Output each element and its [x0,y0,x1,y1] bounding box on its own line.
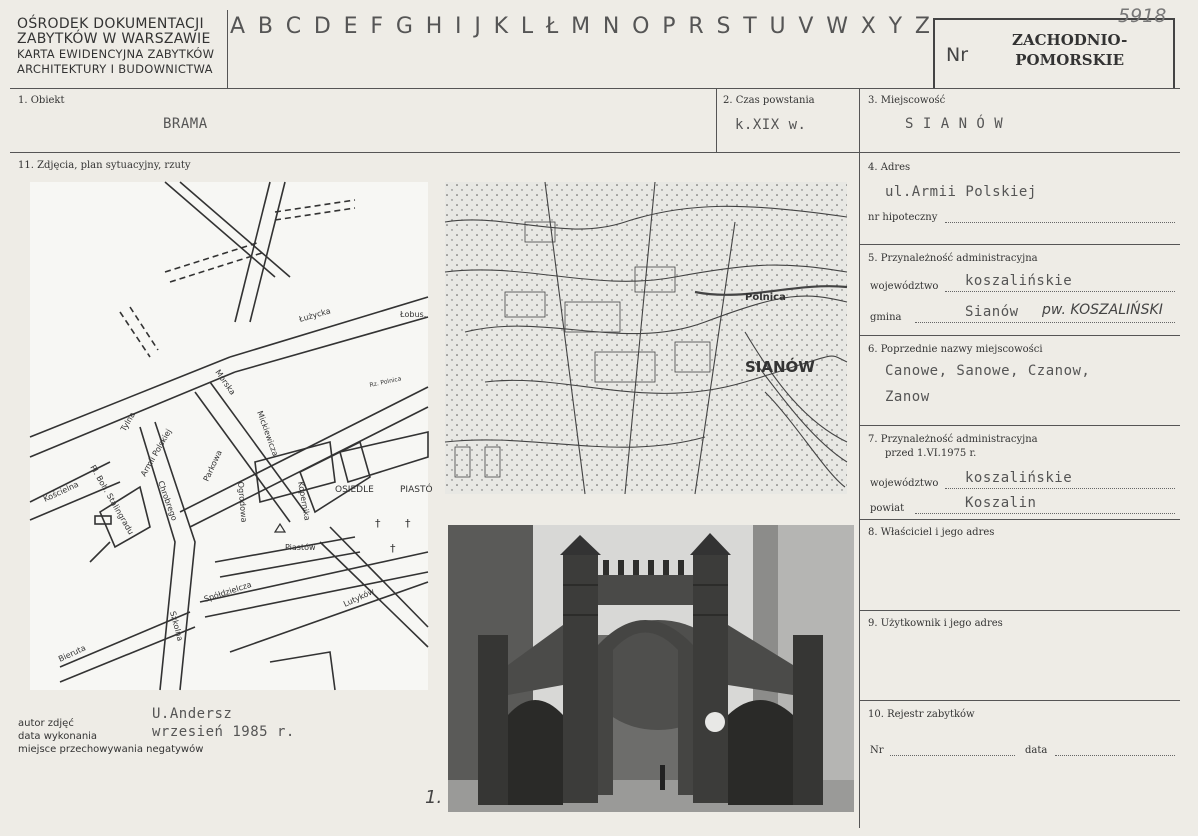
alphabet-letter: K [493,14,509,39]
autor-value: U.Andersz [152,706,233,722]
topographic-map [445,182,847,494]
gate-photo [448,525,854,812]
institution-line-2: ZABYTKÓW W WARSZAWIE [17,31,211,47]
street-plan [30,182,433,690]
alphabet-letter: O [632,14,650,39]
institution-line-1: OŚRODEK DOKUMENTACJI [17,16,204,32]
adres-label: 4. Adres [868,162,911,173]
rule-uzytkownik [859,700,1180,701]
handwritten-number: 5918 [1118,5,1167,27]
alphabet-index [230,14,930,39]
czas-value: k.XIX w. [735,117,807,133]
gate-photo-drawing [448,525,854,812]
gmina-handwritten: pw. KOSZALIŃSKI [1042,302,1163,318]
hipoteczny-label: nr hipoteczny [868,212,938,223]
map-label-lobuska: Łobus. [400,310,427,319]
wojewodztwo2-line [945,488,1175,489]
powiat-line [915,513,1175,514]
map-label-polnica: Polnica [745,292,786,303]
wlasciciel-label: 8. Właściciel i jego adres [868,527,995,538]
alphabet-letter: L [520,14,534,39]
poprzednie-value-2: Zanow [885,389,930,405]
hipoteczny-line [945,222,1175,223]
alphabet-letter: J [474,14,481,39]
przed-label-1: 7. Przynależność administracyjna [868,434,1038,445]
alphabet-letter: H [425,14,443,39]
institution-line-4: ARCHITEKTURY I BUDOWNICTWA [17,62,213,76]
wojewodztwo2-label: województwo [870,478,939,489]
institution-name [17,17,214,77]
alphabet-letter: W [826,14,848,39]
alphabet-letter: X [860,14,876,39]
miejscowosc-value: S I A N Ó W [905,116,1004,132]
miejsce-label: miejsce przechowywania negatywów [18,744,204,755]
topographic-map-drawing [445,182,847,494]
gmina-value: Sianów [965,304,1019,320]
alphabet-letter: R [688,14,704,39]
nr-label: Nr [946,44,969,66]
photo-number: 1. [425,787,443,808]
map-label-koscielna: Kościelna [42,479,80,504]
rule-header [10,88,1180,89]
region-line-1: ZACHODNIO- [1012,31,1128,49]
map-label-lutykow: Lutyków [342,586,376,609]
alphabet-letter: C [285,14,302,39]
przynaleznosc-label: 5. Przynależność administracyjna [868,253,1038,264]
gmina-label: gmina [870,312,902,323]
rule-przed [859,519,1180,520]
wojewodztwo2-value: koszalińskie [965,470,1073,486]
data-wykonania-label: data wykonania [18,731,98,742]
map-label-armii: Armii Polskiej [138,427,174,478]
alphabet-letter: I [455,14,462,39]
alphabet-letter: A [230,14,246,39]
header-divider [227,10,228,88]
alphabet-letter: G [395,14,413,39]
map-label-piastow2: Piastów [285,543,316,552]
poprzednie-value-1: Canowe, Sanowe, Czanow, [885,363,1091,379]
region-line-2: POMORSKIE [1015,51,1125,69]
alphabet-letter: E [343,14,358,39]
alphabet-letter: N [602,14,620,39]
svg-text:†: † [405,517,411,530]
map-label-luzycka: Łużycka [298,306,332,324]
czas-label: 2. Czas powstania [723,95,815,106]
alphabet-letter: V [798,14,814,39]
alphabet-letter: Z [914,14,930,39]
autor-label: autor zdjęć [18,718,74,729]
obiekt-label: 1. Obiekt [18,95,65,106]
map-label-parkowa: Parkowa [201,448,224,483]
map-label-ogrodowa: Ogrodowa [236,481,249,523]
svg-text:†: † [390,542,396,555]
zdjecia-label: 11. Zdjęcia, plan sytuacyjny, rzuty [18,160,191,171]
street-plan-drawing [30,182,433,690]
map-label-szkolna: Szkolna [168,610,185,643]
rejestr-nr-line [890,755,1015,756]
obiekt-value: BRAMA [163,116,208,132]
alphabet-letter: P [662,14,676,39]
alphabet-letter: T [743,14,757,39]
map-label-rz-polnica: Rz. Polnica [368,375,403,389]
map-label-mickiewicza: Mickiewicza [255,409,280,458]
region-name [1012,30,1127,70]
map-label-chrobrego: Chrobrego [156,479,179,522]
data-value: wrzesień 1985 r. [152,724,295,740]
rejestr-data-line [1055,755,1175,756]
map-label-piastow: PIASTÓ [400,485,433,495]
rule-col-czas [716,88,717,152]
poprzednie-label: 6. Poprzednie nazwy miejscowości [868,344,1043,355]
map-label-sianow: SIANÓW [745,358,815,376]
powiat-label: powiat [870,503,905,514]
map-label-tylna: Tylna [118,410,138,433]
alphabet-letter: B [257,14,273,39]
rule-row1 [10,152,1180,153]
rejestr-data-label: data [1025,745,1048,756]
adres-value: ul.Armii Polskiej [885,184,1037,200]
alphabet-letter: U [769,14,786,39]
miejscowosc-label: 3. Miejscowość [868,95,946,106]
powiat-value: Koszalin [965,495,1037,511]
rule-adres [859,244,1180,245]
map-label-spoldzielcza: Spółdzielcza [202,580,253,604]
svg-text:†: † [375,517,381,530]
rule-poprzednie [859,425,1180,426]
rule-wlasciciel [859,610,1180,611]
wojewodztwo-line [945,291,1175,292]
rejestr-label: 10. Rejestr zabytków [868,709,975,720]
uzytkownik-label: 9. Użytkownik i jego adres [868,618,1003,629]
przed-label-2: przed 1.VI.1975 r. [885,448,977,459]
alphabet-letter: M [571,14,591,39]
institution-line-3: KARTA EWIDENCYJNA ZABYTKÓW [17,47,215,61]
map-label-morska: Morska [213,367,238,397]
map-label-stalingradu: Pl. Boh. Stalingradu [88,463,136,537]
rule-col-right [859,88,860,828]
alphabet-letter: Y [888,14,903,39]
alphabet-letter: Ł [545,14,559,39]
map-label-bieruta: Bieruta [57,643,88,664]
wojewodztwo-label: województwo [870,281,939,292]
alphabet-letter: S [716,14,731,39]
map-label-kopernika: Kopernika [296,480,312,522]
rule-przynaleznosc [859,335,1180,336]
map-label-osiedle: OSIEDLE [335,485,374,495]
gmina-line [915,322,1175,323]
wojewodztwo-value: koszalińskie [965,273,1073,289]
rejestr-nr-label: Nr [870,745,884,756]
alphabet-letter: F [370,14,384,39]
alphabet-letter: D [313,14,331,39]
